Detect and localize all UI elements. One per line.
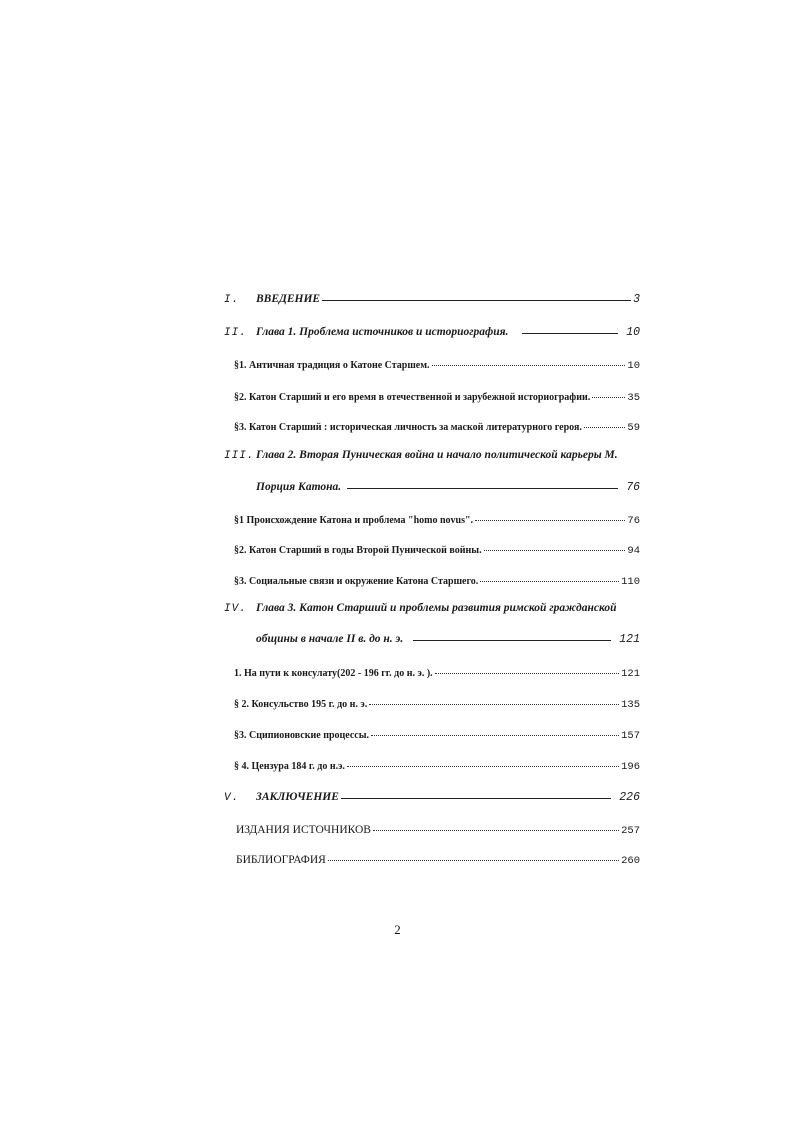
toc-leader	[484, 541, 626, 553]
toc-leader	[347, 757, 619, 769]
toc-entry-bibliography[interactable]	[236, 851, 640, 867]
toc-entry-section[interactable]	[234, 418, 640, 434]
toc-leader	[522, 323, 618, 335]
toc-entry-intro[interactable]	[224, 290, 640, 306]
toc-leader	[480, 572, 619, 584]
toc-leader	[341, 788, 611, 800]
toc-page: 260	[621, 855, 640, 867]
toc-page: 257	[621, 825, 640, 837]
toc-leader	[322, 290, 631, 302]
toc-number: II.	[224, 327, 247, 339]
toc-entry-chapter-2[interactable]	[224, 449, 640, 462]
toc-page: 135	[621, 699, 640, 711]
toc-leader	[347, 478, 618, 490]
toc-entry-section[interactable]	[234, 695, 640, 711]
toc-entry-section[interactable]	[234, 511, 640, 527]
toc-number: III.	[224, 450, 255, 462]
toc-title: § 4. Цензура 184 г. до н.э.	[234, 761, 345, 772]
toc-leader	[369, 695, 619, 707]
toc-entry-chapter-3-cont[interactable]	[256, 630, 640, 646]
toc-page: 121	[621, 668, 640, 680]
toc-title: ВВЕДЕНИЕ	[256, 293, 321, 305]
toc-leader	[435, 664, 619, 676]
toc-entry-chapter-1[interactable]	[224, 323, 640, 339]
toc-leader	[373, 821, 619, 833]
toc-title: §3. Сципионовские процессы.	[234, 730, 370, 741]
toc-title: Глава 1. Проблема источников и историография.	[256, 326, 509, 338]
toc-entry-conclusion[interactable]	[224, 788, 640, 804]
toc-title: 1. На пути к консулату(202 - 196 гг. до н. э. ).	[234, 668, 433, 679]
toc-title: §3. Катон Старший : историческая личность за маской литературного героя.	[234, 422, 582, 433]
toc-title-cont: Порция Катона.	[256, 481, 342, 493]
toc-title-cont: общины в начале II в. до н. э.	[256, 633, 404, 645]
toc-entry-section[interactable]	[234, 541, 640, 557]
toc-entry-chapter-3[interactable]	[224, 602, 640, 615]
toc-title: §2. Катон Старший в годы Второй Пунической войны.	[234, 545, 482, 556]
toc-page: 94	[627, 545, 640, 557]
toc-title: Глава 2. Вторая Пуническая война и начало политической карьеры М.	[256, 449, 618, 461]
toc-page: 76	[626, 481, 640, 494]
toc-number: V.	[224, 792, 240, 804]
toc-page: 110	[621, 576, 640, 588]
toc-title: §1 Происхождение Катона и проблема "homo novus".	[234, 515, 474, 526]
toc-leader	[413, 630, 611, 642]
toc-entry-section[interactable]	[234, 356, 640, 372]
toc-page: 10	[627, 360, 640, 372]
toc-entry-section[interactable]	[234, 726, 640, 742]
toc-leader	[475, 511, 625, 523]
page-number: 2	[394, 922, 401, 937]
toc-page: 76	[627, 515, 640, 527]
toc-page: 157	[621, 730, 640, 742]
toc-page: 59	[627, 422, 640, 434]
toc-title: § 2. Консульство 195 г. до н. э.	[234, 699, 368, 710]
toc-number: I.	[224, 294, 240, 306]
toc-title: БИБЛИОГРАФИЯ	[236, 854, 326, 866]
toc-title: ЗАКЛЮЧЕНИЕ	[256, 791, 339, 803]
toc-leader	[432, 356, 626, 368]
toc-page: 226	[619, 791, 640, 804]
toc-page: 35	[627, 392, 640, 404]
toc-page: 10	[626, 326, 640, 339]
toc-entry-chapter-2-cont[interactable]	[256, 478, 640, 494]
toc-leader	[371, 726, 619, 738]
toc-entry-section[interactable]	[234, 757, 640, 773]
toc-leader	[584, 418, 625, 430]
toc-page: 196	[621, 761, 640, 773]
toc-entry-section[interactable]	[234, 388, 640, 404]
toc-entry-section[interactable]	[234, 664, 640, 680]
toc-leader	[592, 388, 625, 400]
toc-title: §1. Античная традиция о Катоне Старшем.	[234, 360, 430, 371]
toc-page: 121	[619, 633, 640, 646]
toc-title: ИЗДАНИЯ ИСТОЧНИКОВ	[236, 824, 371, 836]
toc-title: §3. Социальные связи и окружение Катона Старшего.	[234, 576, 479, 587]
toc-number: IV.	[224, 603, 247, 615]
toc-entry-sources[interactable]	[236, 821, 640, 837]
toc-leader	[328, 851, 619, 863]
toc-title: §2. Катон Старший и его время в отечественной и зарубежной историографии.	[234, 392, 591, 403]
toc-page: 3	[633, 293, 640, 306]
toc-entry-section[interactable]	[234, 572, 640, 588]
toc-title: Глава 3. Катон Старший и проблемы развития римской гражданской	[256, 602, 617, 614]
